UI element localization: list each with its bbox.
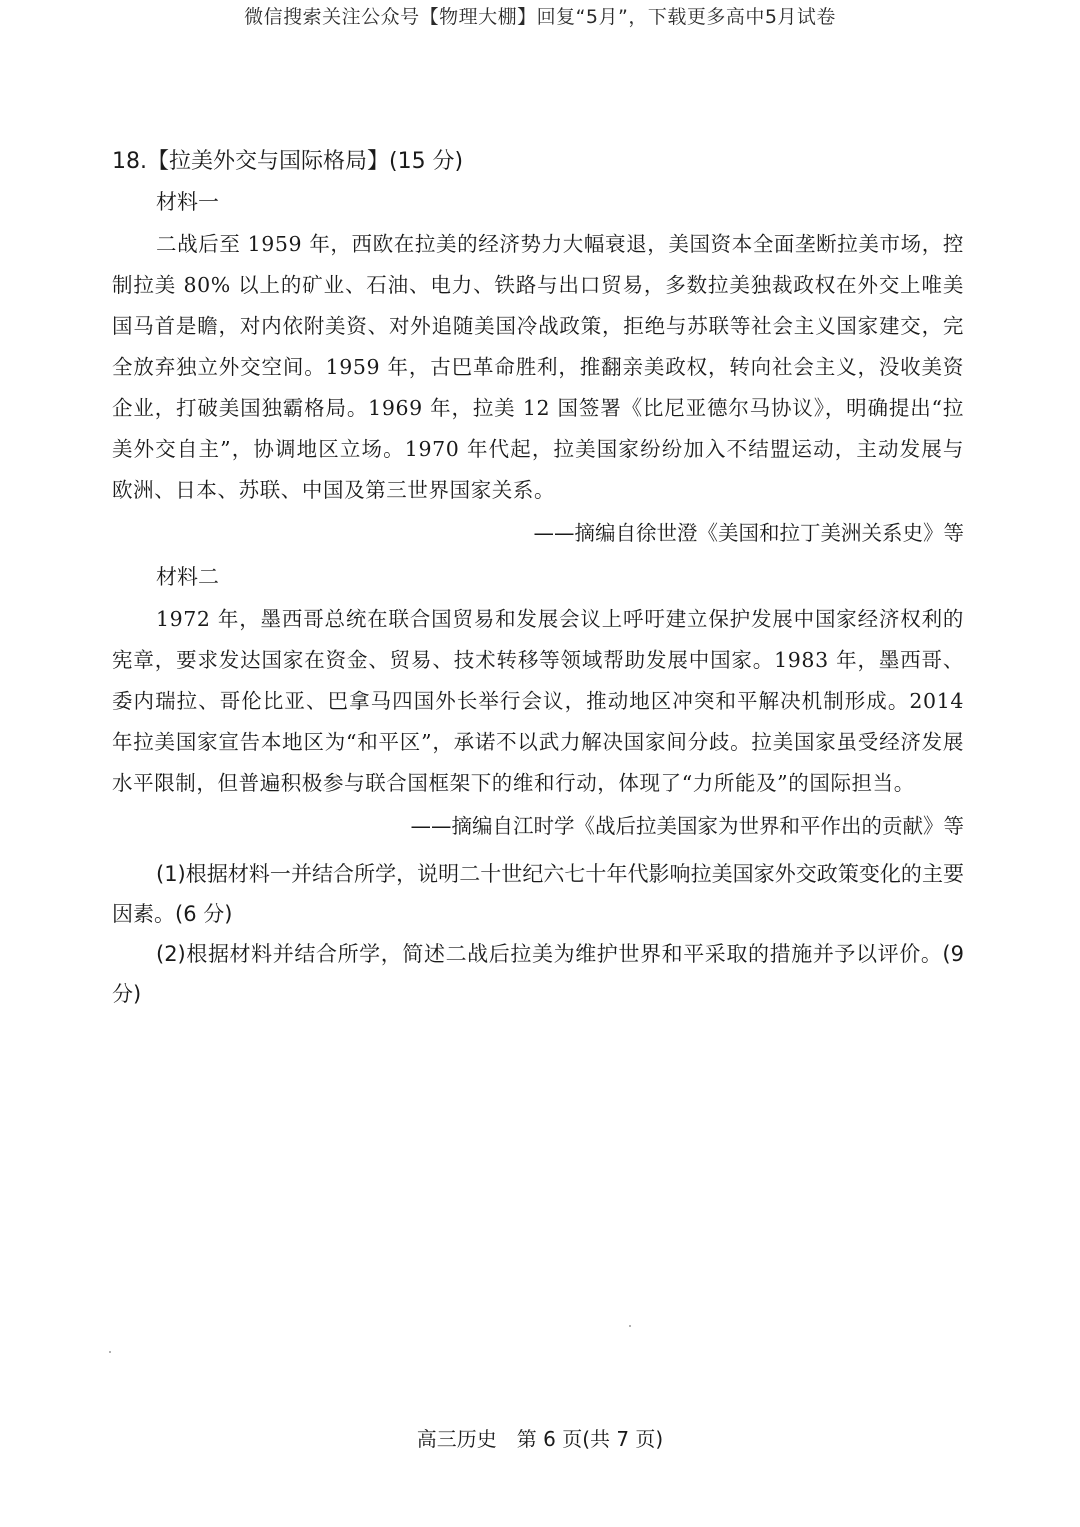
material-2-source: ——摘编自江时学《战后拉美国家为世界和平作出的贡献》等 bbox=[410, 814, 964, 838]
question-18 bbox=[112, 146, 964, 1014]
material-2-label: 材料二 bbox=[156, 565, 219, 589]
material-1-text: 二战后至 1959 年，西欧在拉美的经济势力大幅衰退，美国资本全面垄断拉美市场，控制拉美 80% 以上的矿业、石油、电力、铁路与出口贸易，多数拉美独裁政权在外交上唯美国马首是瞻，对内依附美资、对外追随美国冷战政策，拒绝与苏联等社会主义国家建交，完全放弃独立外交空间。1959 年，古巴革命胜利，推翻亲美政权，转向社会主义，没收美资企业，打破美国独霸格局。1969 年，拉美 12 国签署《比尼亚德尔马协议》，明确提出“拉美外交自主”，协调地区立场。1970 年代起，拉美国家纷纷加入不结盟运动，主动发展与欧洲、日本、苏联、中国及第三世界国家关系。 bbox=[112, 232, 964, 502]
material-1-label: 材料一 bbox=[156, 190, 219, 214]
sub-question-1: (1)根据材料一并结合所学，说明二十世纪六七十年代影响拉美国家外交政策变化的主要因素。(6 分) bbox=[112, 862, 964, 926]
page-footer: 高三历史 第 6 页(共 7 页) bbox=[416, 1427, 664, 1451]
question-title: 18.【拉美外交与国际格局】(15 分) bbox=[112, 149, 464, 174]
material-2-text: 1972 年，墨西哥总统在联合国贸易和发展会议上呼吁建立保护发展中国家经济权利的宪章，要求发达国家在资金、贸易、技术转移等领域帮助发展中国家。1983 年，墨西哥、委内瑞拉、哥伦比亚、巴拿马四国外长举行会议，推动地区冲突和平解决机制形成。2014 年拉美国家宣告本地区为“和平区”，承诺不以武力解决国家间分歧。拉美国家虽受经济发展水平限制，但普遍积极参与联合国框架下的维和行动，体现了“力所能及”的国际担当。 bbox=[112, 607, 964, 795]
scan-speck bbox=[629, 1325, 631, 1327]
scan-speck bbox=[109, 1351, 111, 1353]
material-1-source: ——摘编自徐世澄《美国和拉丁美洲关系史》等 bbox=[533, 521, 964, 545]
watermark-banner: 微信搜索关注公众号【物理大棚】回复“5月”，下载更多高中5月试卷 bbox=[244, 6, 836, 28]
sub-question-2: (2)根据材料并结合所学，简述二战后拉美为维护世界和平采取的措施并予以评价。(9 分) bbox=[112, 942, 964, 1006]
